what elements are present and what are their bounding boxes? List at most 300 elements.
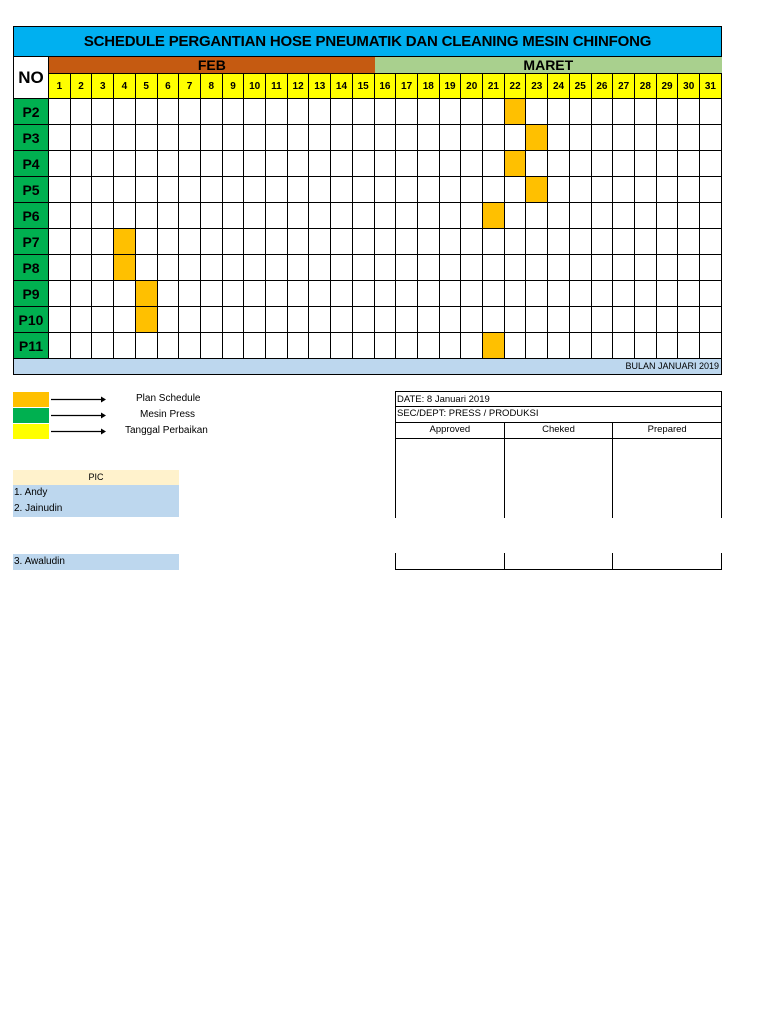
- schedule-cell[interactable]: [244, 203, 266, 229]
- schedule-cell[interactable]: [201, 99, 223, 125]
- schedule-cell[interactable]: [418, 99, 440, 125]
- schedule-cell[interactable]: [331, 125, 353, 151]
- schedule-cell[interactable]: [309, 125, 331, 151]
- schedule-cell[interactable]: [592, 177, 614, 203]
- schedule-cell[interactable]: [461, 281, 483, 307]
- schedule-cell[interactable]: [223, 125, 245, 151]
- schedule-cell[interactable]: [223, 255, 245, 281]
- schedule-cell[interactable]: [114, 203, 136, 229]
- schedule-cell[interactable]: [505, 255, 527, 281]
- schedule-cell[interactable]: [418, 151, 440, 177]
- schedule-cell[interactable]: [635, 281, 657, 307]
- schedule-cell[interactable]: [657, 255, 679, 281]
- schedule-cell[interactable]: [158, 229, 180, 255]
- schedule-cell[interactable]: [483, 125, 505, 151]
- schedule-cell[interactable]: [592, 125, 614, 151]
- schedule-cell[interactable]: [223, 203, 245, 229]
- schedule-cell[interactable]: [179, 333, 201, 359]
- schedule-cell[interactable]: [526, 307, 548, 333]
- schedule-cell[interactable]: [92, 333, 114, 359]
- schedule-cell[interactable]: [657, 281, 679, 307]
- schedule-cell[interactable]: [700, 177, 722, 203]
- schedule-cell[interactable]: [92, 151, 114, 177]
- schedule-cell[interactable]: [678, 203, 700, 229]
- schedule-cell[interactable]: [179, 177, 201, 203]
- schedule-cell[interactable]: [244, 333, 266, 359]
- schedule-cell[interactable]: [201, 151, 223, 177]
- schedule-cell[interactable]: [483, 255, 505, 281]
- schedule-cell[interactable]: [92, 177, 114, 203]
- schedule-cell[interactable]: [136, 229, 158, 255]
- schedule-cell[interactable]: [71, 255, 93, 281]
- schedule-cell[interactable]: [635, 229, 657, 255]
- schedule-cell[interactable]: [613, 255, 635, 281]
- schedule-cell[interactable]: [526, 151, 548, 177]
- schedule-cell[interactable]: [526, 255, 548, 281]
- schedule-cell[interactable]: [179, 255, 201, 281]
- schedule-cell[interactable]: [309, 333, 331, 359]
- schedule-cell[interactable]: [613, 203, 635, 229]
- schedule-cell[interactable]: [244, 177, 266, 203]
- schedule-cell[interactable]: [331, 255, 353, 281]
- schedule-cell[interactable]: [635, 99, 657, 125]
- schedule-cell[interactable]: [92, 125, 114, 151]
- schedule-cell[interactable]: [71, 125, 93, 151]
- schedule-cell[interactable]: [526, 99, 548, 125]
- schedule-cell[interactable]: [49, 203, 71, 229]
- schedule-cell[interactable]: [657, 151, 679, 177]
- schedule-cell[interactable]: [678, 125, 700, 151]
- schedule-cell[interactable]: [223, 333, 245, 359]
- schedule-cell[interactable]: [570, 177, 592, 203]
- schedule-cell[interactable]: [592, 203, 614, 229]
- schedule-cell[interactable]: [505, 177, 527, 203]
- schedule-cell[interactable]: [158, 333, 180, 359]
- schedule-cell[interactable]: [353, 99, 375, 125]
- schedule-cell[interactable]: [49, 99, 71, 125]
- schedule-cell[interactable]: [483, 99, 505, 125]
- schedule-cell[interactable]: [461, 307, 483, 333]
- schedule-cell[interactable]: [440, 177, 462, 203]
- schedule-cell[interactable]: [678, 255, 700, 281]
- schedule-cell[interactable]: [700, 229, 722, 255]
- schedule-cell[interactable]: [678, 229, 700, 255]
- schedule-cell[interactable]: [700, 255, 722, 281]
- plan-cell[interactable]: [136, 307, 158, 333]
- schedule-cell[interactable]: [505, 333, 527, 359]
- schedule-cell[interactable]: [505, 229, 527, 255]
- schedule-cell[interactable]: [483, 177, 505, 203]
- schedule-cell[interactable]: [505, 281, 527, 307]
- schedule-cell[interactable]: [418, 333, 440, 359]
- schedule-cell[interactable]: [331, 99, 353, 125]
- schedule-cell[interactable]: [548, 125, 570, 151]
- schedule-cell[interactable]: [92, 281, 114, 307]
- schedule-cell[interactable]: [288, 177, 310, 203]
- schedule-cell[interactable]: [548, 333, 570, 359]
- schedule-cell[interactable]: [635, 333, 657, 359]
- schedule-cell[interactable]: [678, 333, 700, 359]
- schedule-cell[interactable]: [201, 177, 223, 203]
- schedule-cell[interactable]: [49, 125, 71, 151]
- schedule-cell[interactable]: [288, 255, 310, 281]
- schedule-cell[interactable]: [678, 307, 700, 333]
- schedule-cell[interactable]: [396, 203, 418, 229]
- schedule-cell[interactable]: [331, 333, 353, 359]
- schedule-cell[interactable]: [396, 229, 418, 255]
- schedule-cell[interactable]: [440, 307, 462, 333]
- schedule-cell[interactable]: [375, 307, 397, 333]
- schedule-cell[interactable]: [331, 307, 353, 333]
- plan-cell[interactable]: [483, 333, 505, 359]
- plan-cell[interactable]: [526, 125, 548, 151]
- schedule-cell[interactable]: [592, 281, 614, 307]
- schedule-cell[interactable]: [613, 333, 635, 359]
- schedule-cell[interactable]: [418, 177, 440, 203]
- schedule-cell[interactable]: [92, 203, 114, 229]
- schedule-cell[interactable]: [353, 177, 375, 203]
- schedule-cell[interactable]: [331, 177, 353, 203]
- schedule-cell[interactable]: [288, 307, 310, 333]
- schedule-cell[interactable]: [288, 203, 310, 229]
- schedule-cell[interactable]: [461, 99, 483, 125]
- schedule-cell[interactable]: [678, 281, 700, 307]
- schedule-cell[interactable]: [266, 229, 288, 255]
- schedule-cell[interactable]: [49, 281, 71, 307]
- schedule-cell[interactable]: [613, 99, 635, 125]
- schedule-cell[interactable]: [440, 229, 462, 255]
- schedule-cell[interactable]: [223, 229, 245, 255]
- schedule-cell[interactable]: [505, 307, 527, 333]
- schedule-cell[interactable]: [114, 125, 136, 151]
- schedule-cell[interactable]: [548, 177, 570, 203]
- schedule-cell[interactable]: [158, 151, 180, 177]
- schedule-cell[interactable]: [114, 307, 136, 333]
- plan-cell[interactable]: [505, 99, 527, 125]
- schedule-cell[interactable]: [526, 229, 548, 255]
- schedule-cell[interactable]: [136, 99, 158, 125]
- schedule-cell[interactable]: [657, 125, 679, 151]
- schedule-cell[interactable]: [223, 281, 245, 307]
- schedule-cell[interactable]: [201, 255, 223, 281]
- schedule-cell[interactable]: [223, 151, 245, 177]
- schedule-cell[interactable]: [114, 151, 136, 177]
- schedule-cell[interactable]: [288, 281, 310, 307]
- schedule-cell[interactable]: [548, 281, 570, 307]
- schedule-cell[interactable]: [505, 125, 527, 151]
- schedule-cell[interactable]: [309, 177, 331, 203]
- schedule-cell[interactable]: [266, 99, 288, 125]
- schedule-cell[interactable]: [266, 281, 288, 307]
- schedule-cell[interactable]: [375, 281, 397, 307]
- schedule-cell[interactable]: [244, 125, 266, 151]
- schedule-cell[interactable]: [657, 307, 679, 333]
- schedule-cell[interactable]: [678, 177, 700, 203]
- schedule-cell[interactable]: [700, 203, 722, 229]
- schedule-cell[interactable]: [440, 255, 462, 281]
- schedule-cell[interactable]: [158, 281, 180, 307]
- schedule-cell[interactable]: [657, 99, 679, 125]
- schedule-cell[interactable]: [440, 281, 462, 307]
- schedule-cell[interactable]: [570, 255, 592, 281]
- schedule-cell[interactable]: [700, 151, 722, 177]
- schedule-cell[interactable]: [440, 99, 462, 125]
- plan-cell[interactable]: [526, 177, 548, 203]
- schedule-cell[interactable]: [396, 151, 418, 177]
- schedule-cell[interactable]: [71, 177, 93, 203]
- schedule-cell[interactable]: [309, 229, 331, 255]
- schedule-cell[interactable]: [526, 281, 548, 307]
- schedule-cell[interactable]: [375, 151, 397, 177]
- schedule-cell[interactable]: [440, 203, 462, 229]
- schedule-cell[interactable]: [635, 255, 657, 281]
- schedule-cell[interactable]: [613, 229, 635, 255]
- schedule-cell[interactable]: [570, 333, 592, 359]
- schedule-cell[interactable]: [201, 203, 223, 229]
- schedule-cell[interactable]: [570, 99, 592, 125]
- schedule-cell[interactable]: [548, 229, 570, 255]
- schedule-cell[interactable]: [288, 333, 310, 359]
- schedule-cell[interactable]: [353, 255, 375, 281]
- schedule-cell[interactable]: [158, 99, 180, 125]
- schedule-cell[interactable]: [92, 307, 114, 333]
- schedule-cell[interactable]: [179, 203, 201, 229]
- schedule-cell[interactable]: [548, 203, 570, 229]
- schedule-cell[interactable]: [418, 229, 440, 255]
- schedule-cell[interactable]: [158, 203, 180, 229]
- schedule-cell[interactable]: [353, 203, 375, 229]
- schedule-cell[interactable]: [657, 333, 679, 359]
- schedule-cell[interactable]: [266, 151, 288, 177]
- schedule-cell[interactable]: [418, 307, 440, 333]
- schedule-cell[interactable]: [396, 177, 418, 203]
- schedule-cell[interactable]: [657, 177, 679, 203]
- schedule-cell[interactable]: [288, 151, 310, 177]
- schedule-cell[interactable]: [201, 281, 223, 307]
- schedule-cell[interactable]: [461, 229, 483, 255]
- schedule-cell[interactable]: [179, 307, 201, 333]
- schedule-cell[interactable]: [461, 255, 483, 281]
- schedule-cell[interactable]: [353, 307, 375, 333]
- schedule-cell[interactable]: [136, 255, 158, 281]
- schedule-cell[interactable]: [635, 307, 657, 333]
- schedule-cell[interactable]: [179, 151, 201, 177]
- schedule-cell[interactable]: [526, 333, 548, 359]
- schedule-cell[interactable]: [353, 125, 375, 151]
- schedule-cell[interactable]: [353, 281, 375, 307]
- schedule-cell[interactable]: [136, 125, 158, 151]
- schedule-cell[interactable]: [309, 151, 331, 177]
- schedule-cell[interactable]: [592, 333, 614, 359]
- schedule-cell[interactable]: [331, 229, 353, 255]
- schedule-cell[interactable]: [179, 99, 201, 125]
- schedule-cell[interactable]: [548, 151, 570, 177]
- schedule-cell[interactable]: [266, 333, 288, 359]
- schedule-cell[interactable]: [266, 255, 288, 281]
- schedule-cell[interactable]: [353, 333, 375, 359]
- schedule-cell[interactable]: [158, 255, 180, 281]
- schedule-cell[interactable]: [375, 229, 397, 255]
- schedule-cell[interactable]: [570, 125, 592, 151]
- schedule-cell[interactable]: [570, 203, 592, 229]
- schedule-cell[interactable]: [678, 99, 700, 125]
- schedule-cell[interactable]: [92, 229, 114, 255]
- schedule-cell[interactable]: [49, 255, 71, 281]
- schedule-cell[interactable]: [288, 125, 310, 151]
- schedule-cell[interactable]: [71, 307, 93, 333]
- schedule-cell[interactable]: [396, 255, 418, 281]
- schedule-cell[interactable]: [223, 99, 245, 125]
- schedule-cell[interactable]: [613, 125, 635, 151]
- schedule-cell[interactable]: [375, 203, 397, 229]
- plan-cell[interactable]: [505, 151, 527, 177]
- schedule-cell[interactable]: [613, 177, 635, 203]
- schedule-cell[interactable]: [613, 281, 635, 307]
- schedule-cell[interactable]: [526, 203, 548, 229]
- schedule-cell[interactable]: [136, 203, 158, 229]
- schedule-cell[interactable]: [158, 125, 180, 151]
- schedule-cell[interactable]: [49, 307, 71, 333]
- schedule-cell[interactable]: [309, 255, 331, 281]
- schedule-cell[interactable]: [353, 229, 375, 255]
- schedule-cell[interactable]: [114, 333, 136, 359]
- schedule-cell[interactable]: [700, 333, 722, 359]
- schedule-cell[interactable]: [71, 99, 93, 125]
- schedule-cell[interactable]: [179, 281, 201, 307]
- schedule-cell[interactable]: [201, 307, 223, 333]
- schedule-cell[interactable]: [570, 281, 592, 307]
- schedule-cell[interactable]: [288, 99, 310, 125]
- schedule-cell[interactable]: [92, 255, 114, 281]
- schedule-cell[interactable]: [179, 229, 201, 255]
- schedule-cell[interactable]: [71, 151, 93, 177]
- schedule-cell[interactable]: [483, 307, 505, 333]
- schedule-cell[interactable]: [635, 177, 657, 203]
- schedule-cell[interactable]: [375, 333, 397, 359]
- schedule-cell[interactable]: [592, 307, 614, 333]
- schedule-cell[interactable]: [49, 229, 71, 255]
- schedule-cell[interactable]: [548, 99, 570, 125]
- schedule-cell[interactable]: [592, 229, 614, 255]
- schedule-cell[interactable]: [266, 307, 288, 333]
- schedule-cell[interactable]: [657, 229, 679, 255]
- plan-cell[interactable]: [114, 255, 136, 281]
- plan-cell[interactable]: [136, 281, 158, 307]
- schedule-cell[interactable]: [244, 255, 266, 281]
- schedule-cell[interactable]: [440, 125, 462, 151]
- schedule-cell[interactable]: [592, 255, 614, 281]
- schedule-cell[interactable]: [570, 307, 592, 333]
- schedule-cell[interactable]: [483, 151, 505, 177]
- schedule-cell[interactable]: [461, 177, 483, 203]
- schedule-cell[interactable]: [71, 203, 93, 229]
- schedule-cell[interactable]: [396, 307, 418, 333]
- schedule-cell[interactable]: [136, 333, 158, 359]
- schedule-cell[interactable]: [244, 151, 266, 177]
- schedule-cell[interactable]: [244, 99, 266, 125]
- schedule-cell[interactable]: [657, 203, 679, 229]
- plan-cell[interactable]: [483, 203, 505, 229]
- schedule-cell[interactable]: [635, 203, 657, 229]
- schedule-cell[interactable]: [223, 307, 245, 333]
- schedule-cell[interactable]: [700, 99, 722, 125]
- schedule-cell[interactable]: [49, 177, 71, 203]
- schedule-cell[interactable]: [418, 203, 440, 229]
- schedule-cell[interactable]: [158, 307, 180, 333]
- schedule-cell[interactable]: [700, 307, 722, 333]
- schedule-cell[interactable]: [505, 203, 527, 229]
- schedule-cell[interactable]: [375, 125, 397, 151]
- schedule-cell[interactable]: [396, 99, 418, 125]
- schedule-cell[interactable]: [635, 151, 657, 177]
- schedule-cell[interactable]: [461, 333, 483, 359]
- plan-cell[interactable]: [114, 229, 136, 255]
- schedule-cell[interactable]: [396, 125, 418, 151]
- schedule-cell[interactable]: [461, 203, 483, 229]
- schedule-cell[interactable]: [49, 151, 71, 177]
- schedule-cell[interactable]: [158, 177, 180, 203]
- schedule-cell[interactable]: [114, 281, 136, 307]
- schedule-cell[interactable]: [548, 307, 570, 333]
- schedule-cell[interactable]: [309, 281, 331, 307]
- schedule-cell[interactable]: [331, 203, 353, 229]
- schedule-cell[interactable]: [92, 99, 114, 125]
- schedule-cell[interactable]: [396, 281, 418, 307]
- schedule-cell[interactable]: [635, 125, 657, 151]
- schedule-cell[interactable]: [440, 333, 462, 359]
- schedule-cell[interactable]: [114, 99, 136, 125]
- schedule-cell[interactable]: [548, 255, 570, 281]
- schedule-cell[interactable]: [396, 333, 418, 359]
- schedule-cell[interactable]: [331, 281, 353, 307]
- schedule-cell[interactable]: [309, 203, 331, 229]
- schedule-cell[interactable]: [375, 255, 397, 281]
- schedule-cell[interactable]: [483, 281, 505, 307]
- schedule-cell[interactable]: [201, 229, 223, 255]
- schedule-cell[interactable]: [331, 151, 353, 177]
- schedule-cell[interactable]: [244, 229, 266, 255]
- schedule-cell[interactable]: [266, 177, 288, 203]
- schedule-cell[interactable]: [700, 125, 722, 151]
- schedule-cell[interactable]: [244, 307, 266, 333]
- schedule-cell[interactable]: [613, 151, 635, 177]
- schedule-cell[interactable]: [309, 99, 331, 125]
- schedule-cell[interactable]: [570, 151, 592, 177]
- schedule-cell[interactable]: [375, 99, 397, 125]
- schedule-cell[interactable]: [266, 203, 288, 229]
- schedule-cell[interactable]: [71, 333, 93, 359]
- schedule-cell[interactable]: [592, 151, 614, 177]
- schedule-cell[interactable]: [266, 125, 288, 151]
- schedule-cell[interactable]: [353, 151, 375, 177]
- schedule-cell[interactable]: [570, 229, 592, 255]
- schedule-cell[interactable]: [136, 151, 158, 177]
- schedule-cell[interactable]: [201, 333, 223, 359]
- schedule-cell[interactable]: [309, 307, 331, 333]
- schedule-cell[interactable]: [244, 281, 266, 307]
- schedule-cell[interactable]: [114, 177, 136, 203]
- schedule-cell[interactable]: [700, 281, 722, 307]
- schedule-cell[interactable]: [613, 307, 635, 333]
- schedule-cell[interactable]: [418, 281, 440, 307]
- schedule-cell[interactable]: [418, 255, 440, 281]
- schedule-cell[interactable]: [201, 125, 223, 151]
- schedule-cell[interactable]: [49, 333, 71, 359]
- schedule-cell[interactable]: [179, 125, 201, 151]
- schedule-cell[interactable]: [461, 151, 483, 177]
- schedule-cell[interactable]: [678, 151, 700, 177]
- schedule-cell[interactable]: [418, 125, 440, 151]
